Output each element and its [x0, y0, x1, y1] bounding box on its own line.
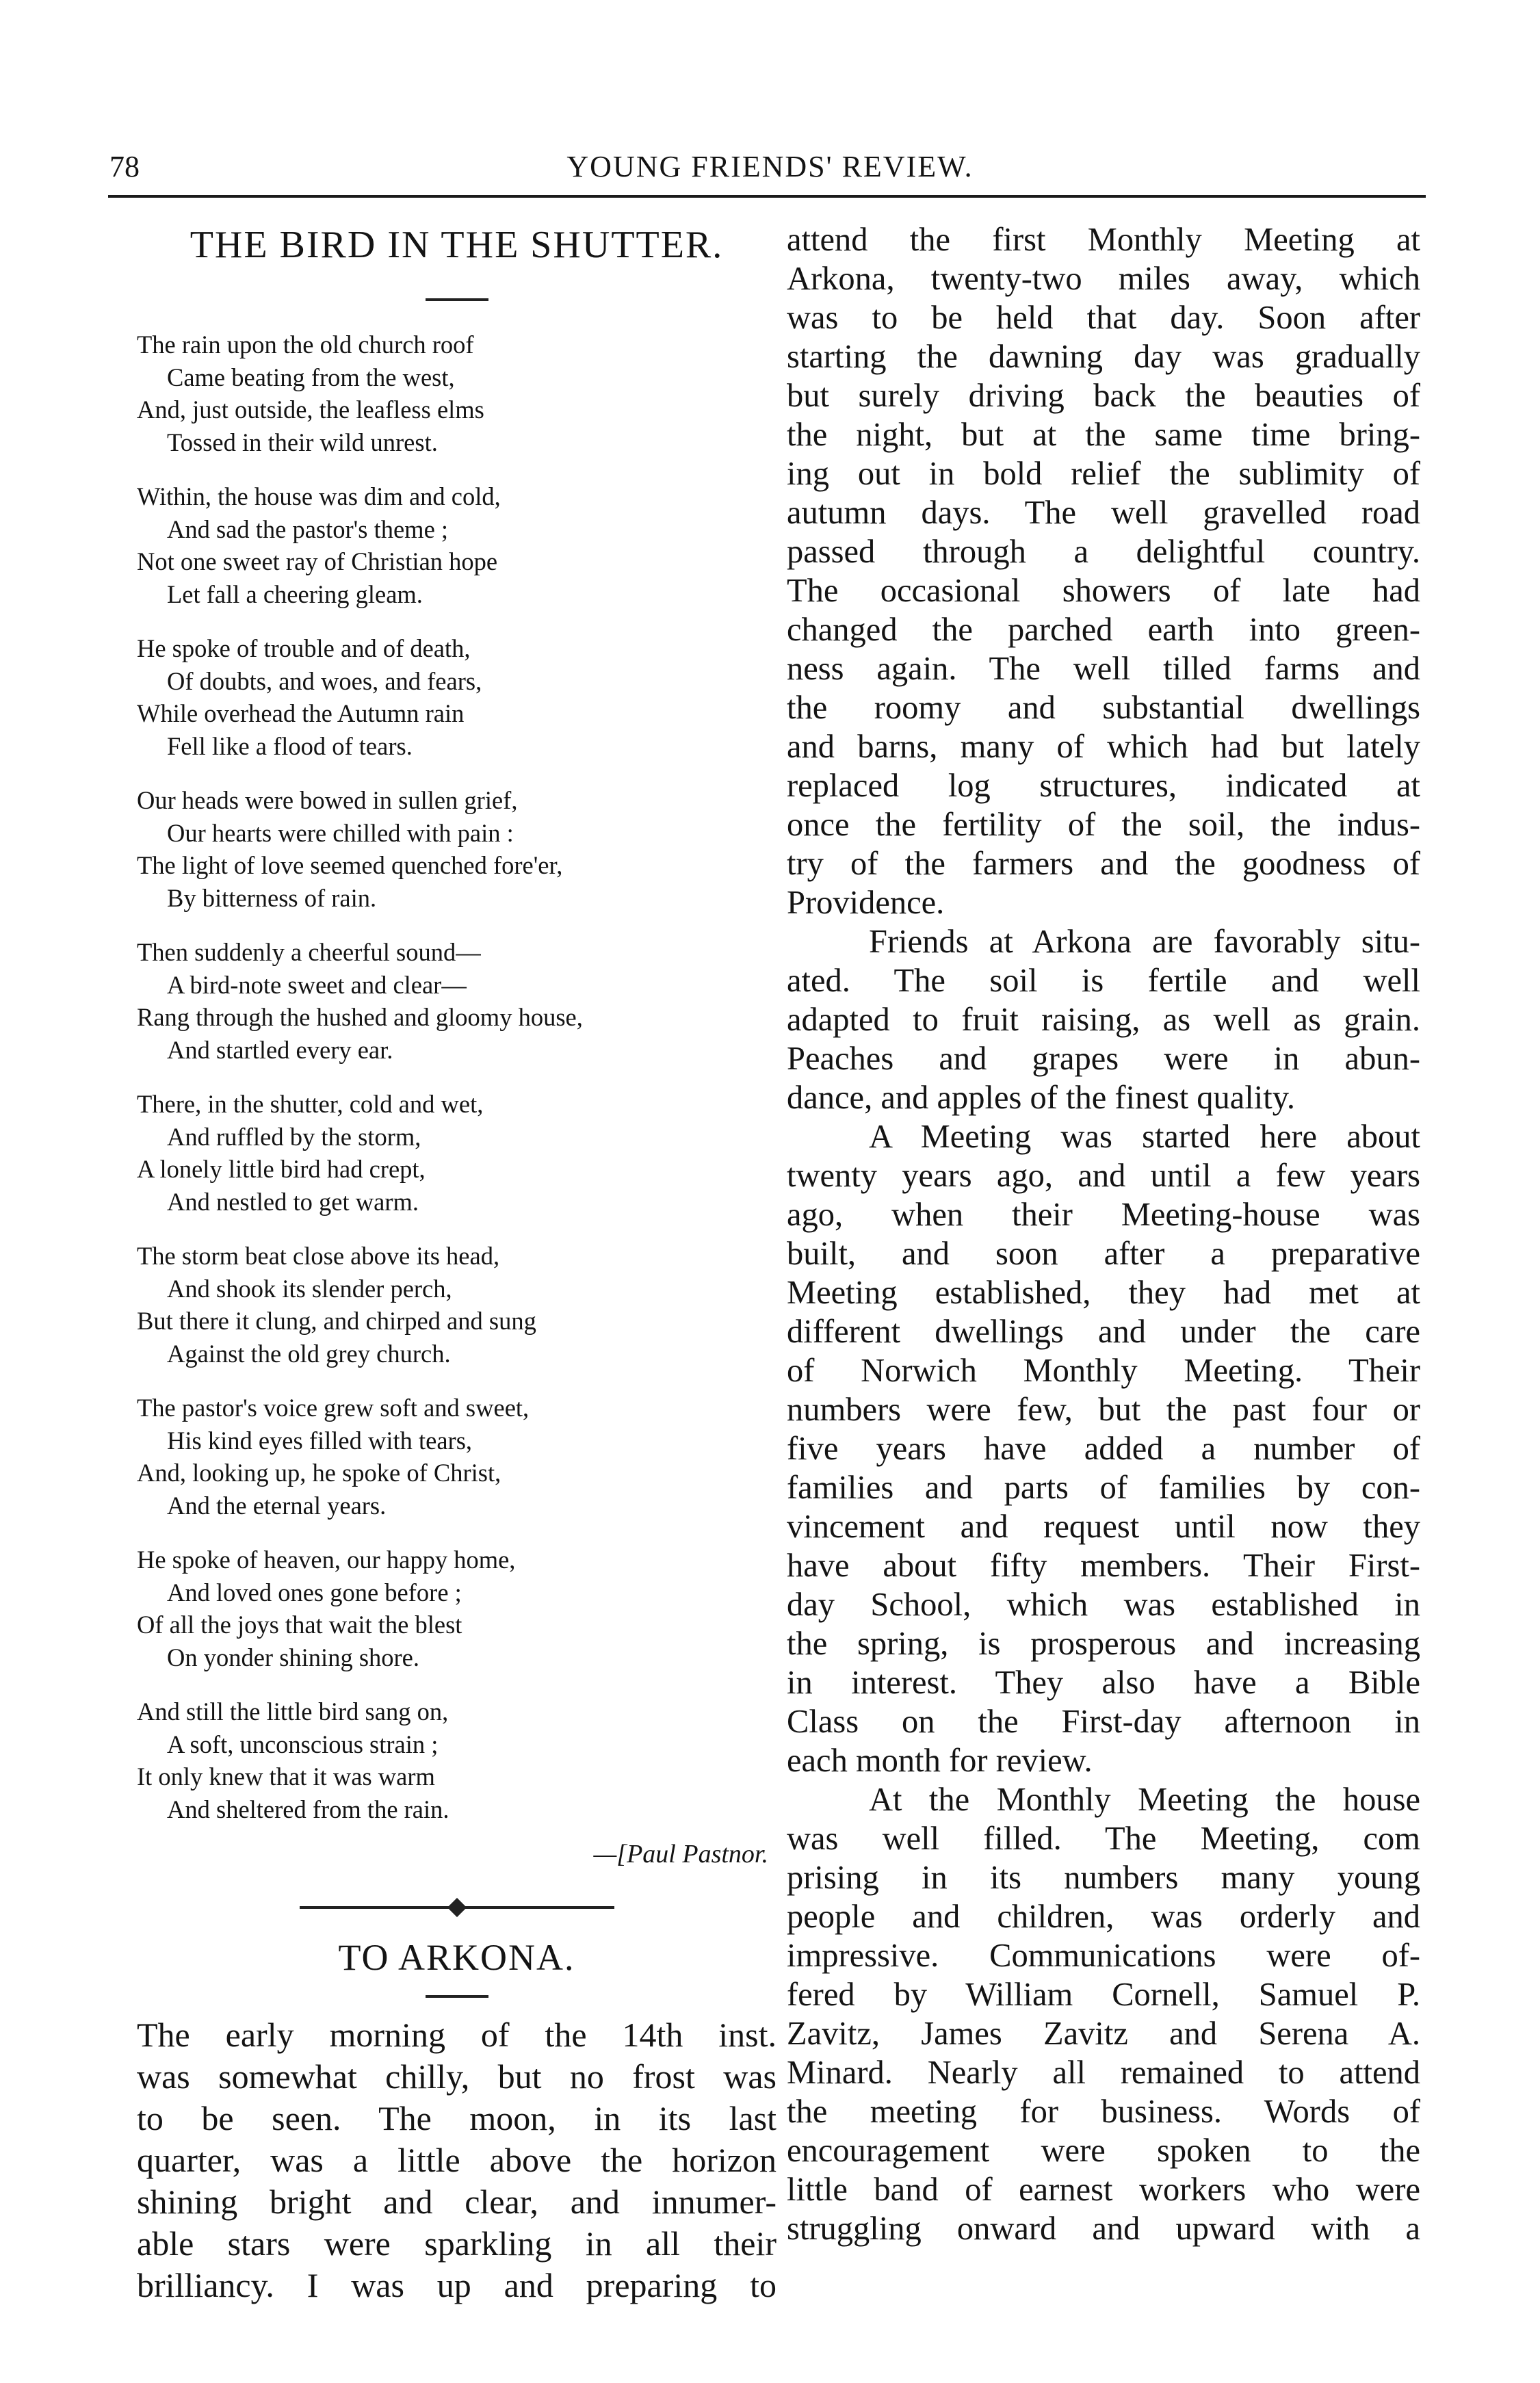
poem-line: But there it clung, and chirped and sung — [137, 1307, 536, 1335]
article-line: autumn days. The well gravelled road — [787, 495, 1420, 531]
article-line: impressive. Communications were of- — [787, 1938, 1420, 1974]
section-ornament-divider — [300, 1899, 614, 1916]
poem-line: Came beating from the west, — [167, 363, 455, 391]
article-line: and barns, many of which had but lately — [787, 729, 1420, 765]
poem-line: It only knew that it was warm — [137, 1762, 435, 1790]
article-line: ated. The soil is fertile and well — [787, 963, 1420, 999]
article-line: Peaches and grapes were in abun- — [787, 1041, 1420, 1077]
left-column — [137, 216, 776, 2306]
poem-line: Our heads were bowed in sullen grief, — [137, 786, 518, 814]
article-line: A Meeting was started here about — [869, 1119, 1420, 1155]
article-line: Minard. Nearly all remained to attend — [787, 2055, 1420, 2091]
poem-line: He spoke of trouble and of death, — [137, 634, 471, 662]
header-rule — [108, 195, 1426, 198]
article-line: ing out in bold relief the sublimity of — [787, 456, 1420, 492]
poem-line: And ruffled by the storm, — [167, 1122, 421, 1151]
poem-line: And shook its slender perch, — [167, 1274, 452, 1303]
article-line: brilliancy. I was up and preparing to — [137, 2266, 776, 2304]
article-line: different dwellings and under the care — [787, 1314, 1420, 1350]
poem-line: Of doubts, and woes, and fears, — [167, 666, 482, 695]
article-title: TO ARKONA. — [338, 1937, 575, 1978]
article-line: shining bright and clear, and innumer- — [137, 2183, 776, 2221]
article-paragraph — [787, 220, 1420, 922]
poem-line: The pastor's voice grew soft and sweet, — [137, 1394, 530, 1422]
poem-line: Tossed in their wild unrest. — [167, 428, 438, 456]
poem-line: Let fall a cheering gleam. — [167, 580, 423, 608]
poem-line: And, looking up, he spoke of Christ, — [137, 1459, 501, 1487]
article-line: adapted to fruit raising, as well as grain. — [787, 1002, 1420, 1038]
poem-line: Against the old grey church. — [167, 1339, 451, 1368]
poem-line: A bird-note sweet and clear— — [167, 970, 467, 999]
article-line: dance, and apples of the finest quality. — [787, 1080, 1295, 1116]
article-line: was well filled. The Meeting, com — [787, 1821, 1420, 1857]
article-line: have about fifty members. Their First- — [787, 1548, 1420, 1584]
poem-line: And nestled to get warm. — [167, 1187, 419, 1216]
article-line: prising in its numbers many young — [787, 1860, 1420, 1896]
article-line: quarter, was a little above the horizon — [137, 2141, 776, 2179]
article-line: the night, but at the same time bring- — [787, 417, 1420, 453]
poem-line: Our hearts were chilled with pain : — [167, 818, 514, 847]
article-line: try of the farmers and the goodness of — [787, 846, 1420, 882]
article-line: but surely driving back the beauties of — [787, 378, 1420, 414]
poem-line: While overhead the Autumn rain — [137, 699, 465, 727]
poem-stanza — [137, 936, 776, 1066]
article-line: The occasional showers of late had — [787, 573, 1420, 609]
poem-line: Within, the house was dim and cold, — [137, 482, 501, 510]
article-line: numbers were few, but the past four or — [787, 1392, 1420, 1428]
article-line: able stars were sparkling in all their — [137, 2224, 776, 2263]
poem-stanza — [137, 1695, 776, 1825]
poem-stanza — [137, 480, 776, 610]
article-line: Meeting established, they had met at — [787, 1275, 1420, 1311]
article-line: once the fertility of the soil, the indus- — [787, 807, 1420, 843]
article-line: the spring, is prosperous and increasing — [787, 1626, 1420, 1662]
poem-line: Fell like a flood of tears. — [167, 731, 413, 760]
poem-line: On yonder shining shore. — [167, 1643, 420, 1671]
article-line: At the Monthly Meeting the house — [869, 1782, 1420, 1818]
poem-stanza — [137, 784, 776, 914]
article-line: replaced log structures, indicated at — [787, 768, 1420, 804]
article-line: Zavitz, James Zavitz and Serena A. — [787, 2016, 1420, 2052]
article-line: encouragement were spoken to the — [787, 2133, 1420, 2169]
poem-line: The light of love seemed quenched fore'er, — [137, 851, 563, 879]
article-line: was somewhat chilly, but no frost was — [137, 2057, 776, 2096]
article-line: attend the first Monthly Meeting at — [787, 222, 1420, 258]
poem-stanza — [137, 1544, 776, 1674]
article-line: fered by William Cornell, Samuel P. — [787, 1977, 1420, 2013]
article-line: Friends at Arkona are favorably situ- — [869, 924, 1420, 960]
poem-line: The storm beat close above its head, — [137, 1242, 500, 1270]
poem-line: And loved ones gone before ; — [167, 1578, 462, 1606]
article-line: of Norwich Monthly Meeting. Their — [787, 1353, 1420, 1389]
article-line: families and parts of families by con- — [787, 1470, 1420, 1506]
poem-line: Rang through the hushed and gloomy house, — [137, 1003, 583, 1031]
title-divider — [426, 298, 488, 301]
article-line: Arkona, twenty-two miles away, which — [787, 261, 1420, 297]
ornament-diamond-icon — [447, 1898, 466, 1917]
page-number: 78 — [109, 150, 140, 183]
poem-stanza — [137, 1240, 776, 1370]
article-line: people and children, was orderly and — [787, 1899, 1420, 1935]
article-line: little band of earnest workers who were — [787, 2172, 1420, 2208]
right-column — [787, 220, 1420, 2248]
poem-attribution: —[Paul Pastnor. — [593, 1840, 768, 1868]
article-line: day School, which was established in — [787, 1587, 1420, 1623]
article-text-left — [137, 2014, 776, 2306]
poem-line: And the eternal years. — [167, 1491, 387, 1520]
article-line: was to be held that day. Soon after — [787, 300, 1420, 336]
poem-line: There, in the shutter, cold and wet, — [137, 1090, 484, 1118]
article-line: to be seen. The moon, in its last — [137, 2099, 776, 2137]
article-line: The early morning of the 14th inst. — [137, 2016, 776, 2054]
poem-line: And still the little bird sang on, — [137, 1697, 449, 1726]
article-line: Providence. — [787, 885, 945, 921]
poem-line: And startled every ear. — [167, 1035, 393, 1064]
article-title-divider — [426, 1995, 488, 1998]
article-line: twenty years ago, and until a few years — [787, 1158, 1420, 1194]
poem-line: His kind eyes filled with tears, — [167, 1426, 473, 1455]
article-line: built, and soon after a preparative — [787, 1236, 1420, 1272]
article-line: passed through a delightful country. — [787, 534, 1420, 570]
poem-stanza — [137, 632, 776, 762]
poem-stanza — [137, 1088, 776, 1218]
poem-line: By bitterness of rain. — [167, 883, 377, 912]
poem-line: And sad the pastor's theme ; — [167, 515, 449, 543]
poem-line: A lonely little bird had crept, — [137, 1155, 426, 1183]
running-title: YOUNG FRIENDS' REVIEW. — [566, 150, 974, 183]
article-line: vincement and request until now they — [787, 1509, 1420, 1545]
article-line: Class on the First-day afternoon in — [787, 1704, 1420, 1740]
article-line: struggling onward and upward with a — [787, 2211, 1420, 2247]
article-line: each month for review. — [787, 1743, 1093, 1779]
poem-line: He spoke of heaven, our happy home, — [137, 1546, 516, 1574]
article-line: in interest. They also have a Bible — [787, 1665, 1420, 1701]
poem-line: The rain upon the old church roof — [137, 330, 474, 359]
poem-line: Then suddenly a cheerful sound— — [137, 938, 481, 966]
poem-body — [137, 328, 776, 1825]
poem-line: And, just outside, the leafless elms — [137, 395, 484, 424]
poem-title: THE BIRD IN THE SHUTTER. — [190, 224, 724, 266]
article-line: the roomy and substantial dwellings — [787, 690, 1420, 726]
article-line: ness again. The well tilled farms and — [787, 651, 1420, 687]
poem-line: A soft, unconscious strain ; — [167, 1730, 439, 1758]
article-paragraph — [787, 1780, 1420, 2248]
article-line: changed the parched earth into green- — [787, 612, 1420, 648]
article-line: starting the dawning day was gradually — [787, 339, 1420, 375]
article-line: the meeting for business. Words of — [787, 2094, 1420, 2130]
article-paragraph — [787, 922, 1420, 1117]
poem-stanza — [137, 328, 776, 458]
article-line: ago, when their Meeting-house was — [787, 1197, 1420, 1233]
poem-line: Of all the joys that wait the blest — [137, 1611, 462, 1639]
article-line: five years have added a number of — [787, 1431, 1420, 1467]
poem-stanza — [137, 1392, 776, 1522]
article-paragraph — [787, 1117, 1420, 1780]
poem-line: And sheltered from the rain. — [167, 1795, 449, 1823]
poem-line: Not one sweet ray of Christian hope — [137, 547, 498, 575]
